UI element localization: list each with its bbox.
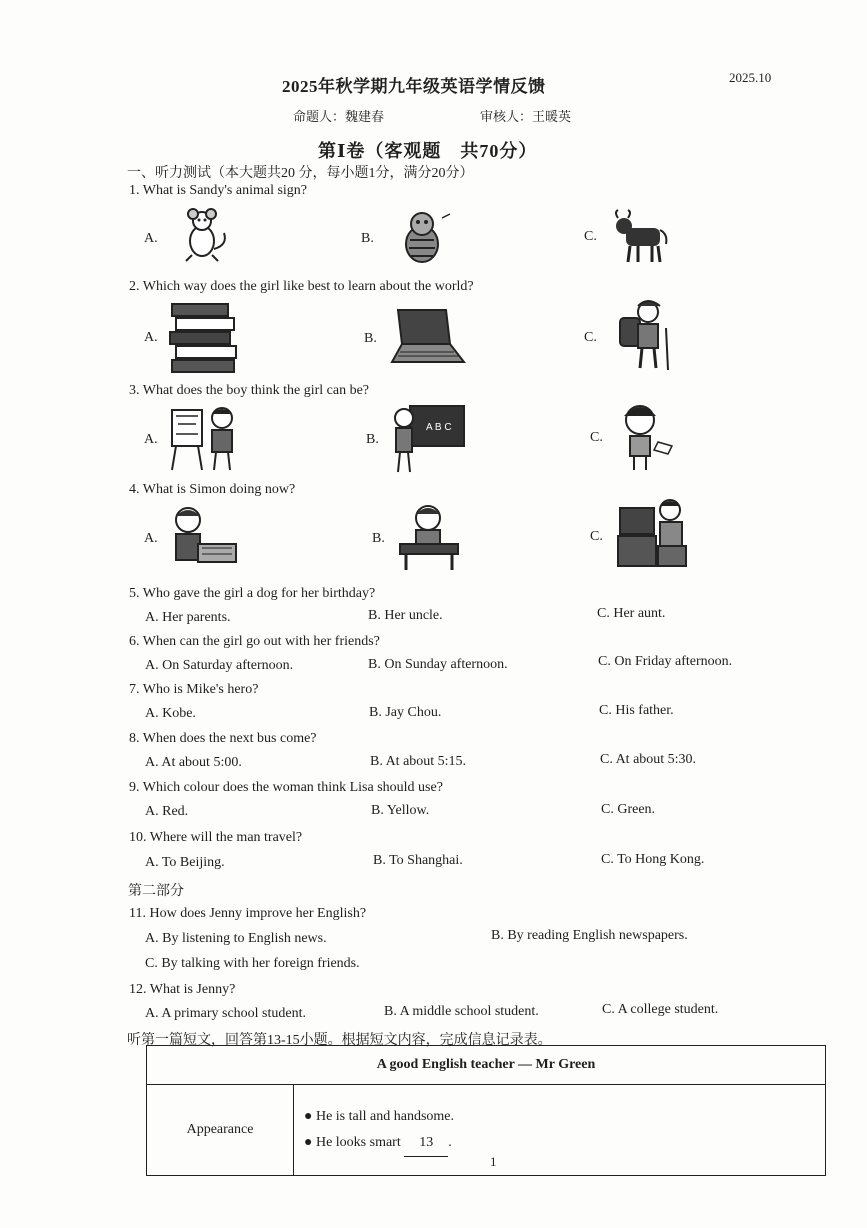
setter-line — [293, 106, 384, 125]
computer-icon — [614, 498, 694, 570]
boy-writing-icon — [396, 502, 462, 572]
question-2: 2. Which way does the girl like best to learn about the world? — [129, 279, 474, 294]
page-title: 2025年秋学期九年级英语学情反馈 — [282, 77, 546, 96]
option-c: C. To Hong Kong. — [601, 852, 705, 867]
option-a: A. By listening to English news. — [145, 931, 327, 946]
exam-date: 2025.10 — [729, 70, 772, 85]
option-label: C. — [590, 430, 603, 445]
girl-writing-icon — [614, 402, 678, 472]
table-title: A good English teacher — Mr Green — [147, 1046, 826, 1085]
listening-heading: 一、听力测试（本大题共20 分，每小题1分，满分20分） — [127, 166, 474, 181]
option-label: B. — [361, 231, 374, 246]
page-number: 1 — [490, 1154, 497, 1169]
question-3: 3. What does the boy think the girl can be? — [129, 383, 370, 398]
setter-name: 魏建春 — [345, 109, 385, 124]
question-8: 8. When does the next bus come? — [129, 731, 317, 746]
option-label: B. — [364, 331, 377, 346]
option-b: B. On Sunday afternoon. — [368, 657, 508, 672]
option-b: B. Her uncle. — [368, 608, 443, 623]
setter-label: 命题人： — [293, 109, 346, 124]
blank-13[interactable]: 13 — [404, 1130, 448, 1157]
option-c: C. At about 5:30. — [600, 752, 697, 767]
option-label: A. — [144, 531, 158, 546]
option-c: C. Her aunt. — [597, 606, 666, 621]
info-record-table — [146, 1045, 826, 1176]
option-c: C. His father. — [599, 703, 674, 718]
list-item: ● He is tall and handsome. — [304, 1108, 454, 1124]
list-item: ● He looks smart 13 . — [304, 1130, 824, 1157]
question-1: 1. What is Sandy's animal sign? — [129, 183, 308, 198]
option-label: B. — [372, 531, 385, 546]
option-c: C. Green. — [601, 802, 656, 817]
books-icon — [168, 302, 240, 374]
option-c: C. By talking with her foreign friends. — [145, 956, 360, 971]
rat-icon — [172, 205, 232, 263]
question-12: 12. What is Jenny? — [129, 982, 236, 997]
boy-reading-icon — [168, 504, 238, 568]
question-9: 9. Which colour does the woman think Lisa should use? — [129, 780, 443, 795]
laptop-icon — [390, 308, 466, 364]
reviewer-label: 审核人： — [480, 109, 533, 124]
svg-text:A B C: A B C — [426, 422, 452, 433]
option-a: A. A primary school student. — [145, 1006, 306, 1021]
option-c: C. A college student. — [602, 1002, 719, 1017]
question-10: 10. Where will the man travel? — [129, 830, 303, 845]
option-b: B. A middle school student. — [384, 1004, 539, 1019]
teacher-icon — [390, 404, 466, 474]
question-7: 7. Who is Mike's hero? — [129, 682, 259, 697]
option-label: C. — [584, 229, 597, 244]
painter-icon — [170, 404, 240, 472]
option-label: C. — [590, 529, 603, 544]
option-label: A. — [144, 231, 158, 246]
tiger-icon — [392, 208, 454, 268]
row-label: Appearance — [147, 1085, 294, 1176]
ox-icon — [612, 208, 672, 264]
option-a: A. Red. — [145, 804, 189, 819]
question-5: 5. Who gave the girl a dog for her birthday? — [129, 586, 376, 601]
option-a: A. On Saturday afternoon. — [145, 658, 294, 673]
option-a: A. Her parents. — [145, 610, 231, 625]
reviewer-name: 王暖英 — [532, 109, 572, 124]
option-label: C. — [584, 330, 597, 345]
option-c: C. On Friday afternoon. — [598, 654, 733, 669]
passage-instruction: 听第一篇短文，回答第13-15小题。根据短文内容，完成信息记录表。 — [127, 1033, 552, 1048]
option-b: B. At about 5:15. — [370, 754, 467, 769]
question-4: 4. What is Simon doing now? — [129, 482, 296, 497]
question-6: 6. When can the girl go out with her friends? — [129, 634, 380, 649]
option-a: A. At about 5:00. — [145, 755, 242, 770]
option-label: B. — [366, 432, 379, 447]
option-a: A. To Beijing. — [145, 855, 225, 870]
hiker-icon — [612, 298, 674, 372]
option-a: A. Kobe. — [145, 706, 196, 721]
section-title: 第Ⅰ卷（客观题 共70分） — [318, 141, 538, 161]
reviewer-line — [480, 106, 571, 125]
row-content — [294, 1085, 826, 1176]
option-label: A. — [144, 330, 158, 345]
option-b: B. To Shanghai. — [373, 853, 463, 868]
option-label: A. — [144, 432, 158, 447]
option-b: B. Yellow. — [371, 803, 430, 818]
question-11: 11. How does Jenny improve her English? — [129, 906, 367, 921]
option-b: B. By reading English newspapers. — [491, 928, 688, 943]
option-b: B. Jay Chou. — [369, 705, 442, 720]
part2-heading: 第二部分 — [128, 884, 184, 899]
table-row — [147, 1085, 826, 1176]
